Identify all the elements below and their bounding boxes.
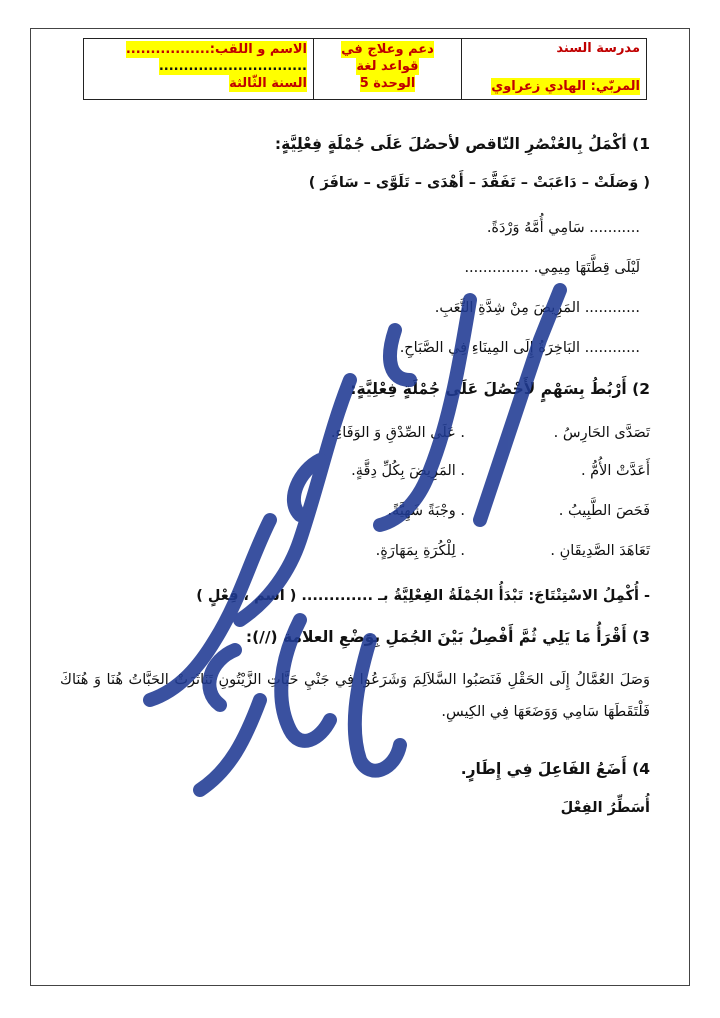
subject-line-2: قواعد لغة bbox=[356, 59, 419, 74]
school-name: مدرسة السند bbox=[556, 41, 640, 56]
matching-list bbox=[60, 425, 650, 585]
header-school-cell bbox=[461, 39, 646, 99]
exercise-3-title: 3) أَقْرَأُ مَا يَلِي ثُمَّ أَفْصِلُ بَيْنَ الجُمَلِ بِوَضْعِ العلامة (//): bbox=[245, 628, 650, 646]
name-field-label: الاسم و اللقب:................. bbox=[125, 42, 307, 57]
exercise-2-conclusion: - أُكْمِلُ الاسْتِنْتَاجَ: تَبْدَأُ الجُمْلَةُ الفِعْلِيَّةُ بـ ............. ( اسم ، فِعْلٍ ) bbox=[196, 588, 650, 604]
unit-label: الوحدة 5 bbox=[359, 76, 416, 91]
teacher-name: المربّي: الهادي زعراوي bbox=[491, 79, 640, 94]
exercise-4-title: 4) أَضَعُ الفَاعِلَ فِي إِطَارٍ. bbox=[460, 760, 650, 778]
exercise-1-title: 1) أكْمَلُ بِالعُنْصُرِ النّاقص لأحصُلَ عَلَى جُمْلَةٍ فِعْلِيَّةٍ: bbox=[274, 135, 650, 153]
grade-label: السنة الثّالثة bbox=[229, 76, 307, 91]
exercise-1-item-3: ............ المَرِيضَ مِنْ شِدَّةِ التَّعَبِ. bbox=[434, 300, 640, 316]
match-left-4: تَعَاهَدَ الصَّدِيقَانِ . bbox=[550, 543, 650, 559]
exercise-1-item-2: لَيْلَى قِطَّتَهَا مِيمِي. .............. bbox=[464, 260, 640, 276]
match-right-4: . لِلْكُرَةِ بِمَهَارَةٍ. bbox=[375, 543, 465, 559]
header-student-cell bbox=[84, 39, 313, 99]
match-left-1: تَصَدَّى الحَارِسُ . bbox=[553, 425, 650, 441]
subject-line-1: دعم وعلاج في bbox=[341, 42, 434, 57]
match-left-3: فَحَصَ الطَّبِيبُ . bbox=[558, 503, 650, 519]
exercise-4-subtitle: أُسَطِّرُ الفِعْلَ bbox=[560, 800, 650, 816]
match-left-2: أَعَدَّتْ الأُمُّ . bbox=[580, 463, 650, 479]
name-field-dots: .............................. bbox=[158, 59, 307, 74]
header-subject-cell bbox=[313, 39, 461, 99]
exercise-1-item-1: ........... سَامِي أُمَّهُ وَرْدَةً. bbox=[486, 220, 640, 236]
match-right-1: . عَلَى الصِّدْقِ وَ الوَفَاءِ. bbox=[330, 425, 465, 441]
exercise-2-title: 2) أَرْبُطُ بِسَهْمٍ لأَحْصُلَ عَلَى جُمْلَةٍ فِعْلِيَّةٍ: bbox=[350, 380, 650, 398]
exercise-3-paragraph: وَصَلَ العُمَّالُ إِلَى الحَقْلِ فَنَصَبُوا السَّلاَلِمَ وَشَرَعُوا فِي جَنْيِ حَبَّاتِ الزَّيْتُونِ تَنَاثَرَتْ الحَبَّاتُ هُنَا وَ هُنَاكَ فَلْتَقَطَهَا سَامِي وَوَضَعَهَا فِي الكِيسِ. bbox=[60, 672, 650, 720]
header-table bbox=[83, 38, 647, 100]
exercise-1-word-bank: ( وَصَلَتْ – دَاعَبَتْ – تَفَقَّدَ – أَهْدَى – تَلَوَّى – سَافَرَ ) bbox=[308, 175, 650, 191]
exercise-1-item-4: ............ البَاخِرَةُ إِلَى المِينَاءِ فِي الصَّبَاحِ. bbox=[399, 340, 640, 356]
match-right-3: . وجْبَةً شَهِيَّةً. bbox=[387, 503, 465, 519]
match-right-2: . المَرِيضَ بِكُلِّ دِقَّةٍ. bbox=[351, 463, 465, 479]
